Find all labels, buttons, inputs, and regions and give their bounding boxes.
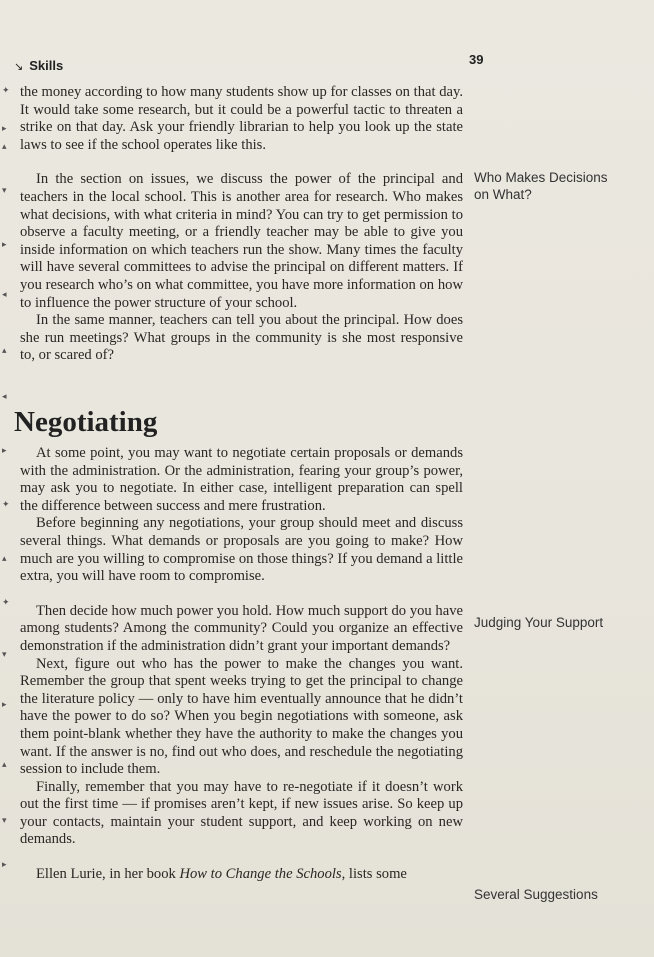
side-note-support: Judging Your Support (474, 615, 604, 630)
margin-mark: ▸ (2, 700, 7, 710)
bullet-icon: ↘ (14, 61, 24, 73)
margin-mark: ✦ (2, 598, 10, 608)
margin-mark: ✦ (2, 86, 10, 96)
margin-mark: ▴ (2, 554, 7, 564)
margin-mark: ✦ (2, 500, 10, 510)
paragraph (20, 866, 463, 884)
margin-marks (2, 0, 18, 957)
margin-mark: ▴ (2, 760, 7, 770)
running-head-text: Skills (29, 58, 64, 73)
margin-mark: ▸ (2, 240, 7, 250)
margin-mark: ▾ (2, 816, 7, 826)
section-heading: Negotiating (14, 406, 158, 438)
side-note-suggestions: Several Suggestions (474, 887, 598, 902)
margin-mark: ▸ (2, 446, 7, 456)
paragraph: In the section on issues, we discuss the power of the principal and teachers in the local school. This is another area for research. Who makes what decisions, with what criteria in mind? You can try to get permission to observe a faculty meeting, or a friendly teacher may be able to give you inside information on which teachers run the show. Many times the faculty will have several committees to advise the principal on different matters. If you research who’s on what committee, you have more information on how to influence the power structure of your school. (20, 171, 463, 311)
paragraph: Next, figure out who has the power to make the changes you want. Remember the group that spent weeks trying to get the principal to change the literature policy — only to have him eventually announce that he didn’t have the power to do so? When you begin negotiations with someone, ask them point-blank whether they have the authority to make the changes you want. If the answer is no, find out who does, and reschedule the negotiating session to include them. (20, 655, 463, 778)
paragraph: Finally, remember that you may have to re-negotiate if it doesn’t work out the first time — if promises aren’t kept, if new issues arise. So keep up your contacts, maintain your student support, and keep working on new demands. (20, 778, 463, 848)
side-note-decisions: Who Makes Decisions on What? (474, 170, 608, 202)
paragraph: In the same manner, teachers can tell you about the principal. How does she run meetings? What groups in the community is she most responsive to, or scared of? (20, 312, 463, 364)
margin-mark: ▴ (2, 142, 7, 152)
text-span: Ellen Lurie, in her book (36, 866, 180, 883)
margin-mark: ▸ (2, 860, 7, 870)
margin-mark: ▴ (2, 346, 7, 356)
margin-mark: ▾ (2, 650, 7, 660)
book-title: How to Change the Schools (179, 866, 342, 883)
text-span: , lists some (341, 866, 407, 883)
margin-mark: ◂ (2, 392, 7, 402)
running-head (14, 58, 63, 73)
paragraph: Then decide how much power you hold. How much support do you have among students? Among the community? Could you organize an effective demonstration if the administration didn’t grant your important demands? (20, 602, 463, 654)
margin-mark: ◂ (2, 290, 7, 300)
paragraph: At some point, you may want to negotiate certain proposals or demands with the administration. Or the administration, fearing your group’s power, may ask you to negotiate. In either case, intelligent preparation can spell the difference between success and mere frustration. (20, 445, 463, 514)
section-negotiating (20, 445, 463, 884)
paragraph: Before beginning any negotiations, your group should meet and discuss several things. What demands or proposals are you going to make? How much are you willing to compromise on those things? If you demand a little extra, you will have room to compromise. (20, 515, 463, 585)
margin-mark: ▸ (2, 124, 7, 134)
paragraph: the money according to how many students show up for classes on that day. It would take some research, but it could be a powerful tactic to threaten a strike on that day. Ask your friendly librarian to help you look up the state laws to see if the school operates like this. (20, 84, 463, 153)
margin-mark: ▾ (2, 186, 7, 196)
section-research (20, 84, 463, 365)
page-number: 39 (469, 52, 484, 67)
